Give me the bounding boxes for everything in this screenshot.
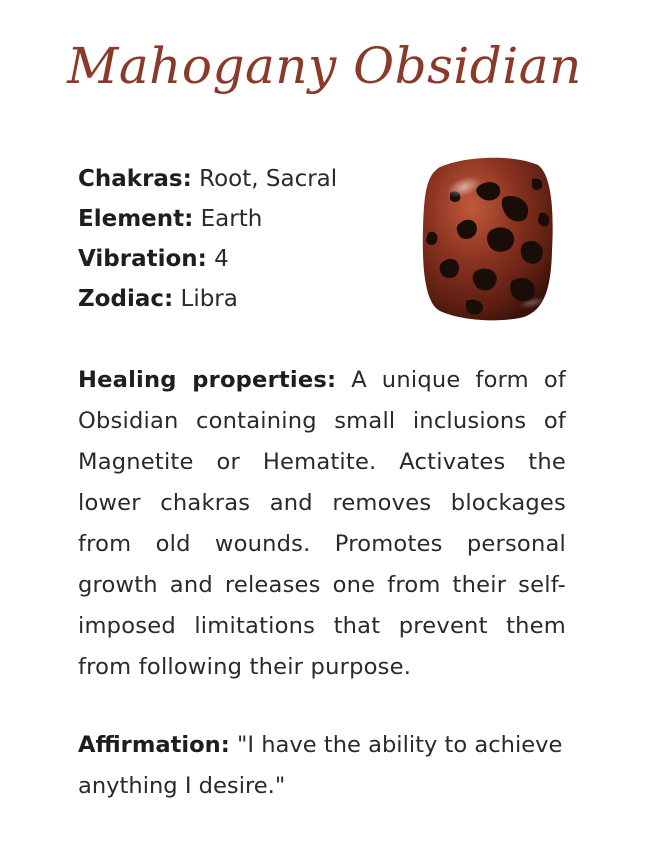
attribute-label: Element: xyxy=(78,206,194,232)
page-title: Mahogany Obsidian xyxy=(67,37,582,95)
attribute-zodiac xyxy=(78,279,398,319)
attribute-value: Root, Sacral xyxy=(199,166,338,192)
attribute-value: 4 xyxy=(214,246,229,272)
attribute-label: Chakras: xyxy=(78,166,192,192)
attribute-value: Libra xyxy=(180,286,238,312)
healing-label: Healing properties: xyxy=(78,367,337,393)
healing-text: A unique form of Obsidian containing small inclusions of Magnetite or Hematite. Activates the lower chakras and removes blockages from old wounds. Promotes personal growth and releases one from their self-imposed limitations that prevent them from following their purpose. xyxy=(78,367,566,680)
attribute-vibration xyxy=(78,239,398,279)
attribute-chakras xyxy=(78,159,398,199)
attribute-element xyxy=(78,199,398,239)
affirmation-label: Affirmation: xyxy=(78,732,230,758)
attribute-value: Earth xyxy=(200,206,263,232)
affirmation xyxy=(78,725,566,807)
healing-properties xyxy=(78,360,566,688)
mahogany-obsidian-stone-image xyxy=(420,153,555,323)
attribute-label: Vibration: xyxy=(78,246,207,272)
attribute-list xyxy=(78,159,398,319)
attribute-label: Zodiac: xyxy=(78,286,174,312)
affirmation-text: "I have the ability to achieve anything I desire." xyxy=(78,732,563,799)
